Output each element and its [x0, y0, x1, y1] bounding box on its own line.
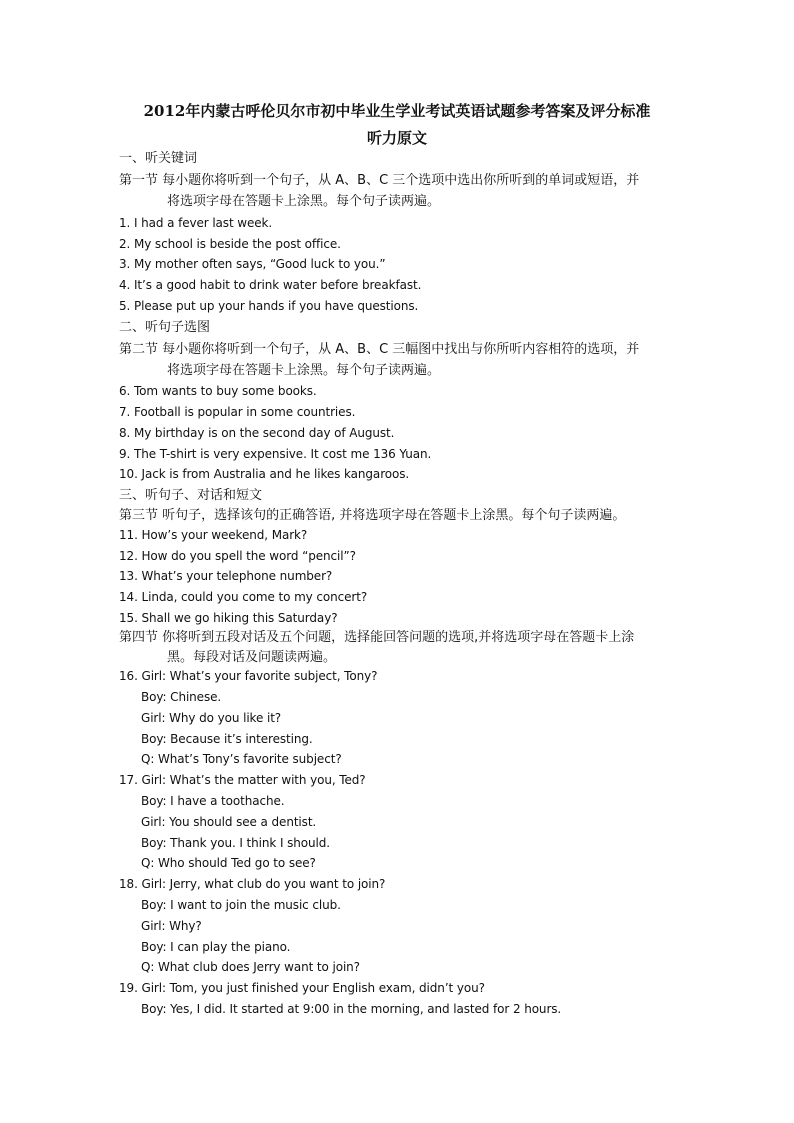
dialogue-line: 16. Girl: What’s your favorite subject, Tony? [119, 669, 378, 683]
question-item: 11. How’s your weekend, Mark? [119, 528, 308, 542]
question-item: 3. My mother often says, “Good luck to you.” [119, 257, 386, 271]
question-item: 15. Shall we go hiking this Saturday? [119, 611, 338, 625]
part2-intro-line2: 将选项字母在答题卡上涂黑。每个句子读两遍。 [167, 363, 441, 378]
dialogue-line: Girl: Why do you like it? [141, 711, 282, 725]
dialogue-line: Boy: I have a toothache. [141, 794, 285, 808]
question-item: 7. Football is popular in some countries. [119, 405, 356, 419]
dialogue-line: Boy: Yes, I did. It started at 9:00 in the morning, and lasted for 2 hours. [141, 1002, 562, 1016]
question-item: 10. Jack is from Australia and he likes kangaroos. [119, 467, 410, 481]
part1-intro-line1: 第一节 每小题你将听到一个句子，从 A、B、C 三个选项中选出你所听到的单词或短语，并 [119, 173, 640, 188]
dialogue-line: 17. Girl: What’s the matter with you, Ted? [119, 773, 366, 787]
question-item: 8. My birthday is on the second day of August. [119, 426, 395, 440]
part2-heading: 二、听句子选图 [119, 320, 211, 335]
dialogue-line: Boy: I want to join the music club. [141, 898, 341, 912]
question-item: 5. Please put up your hands if you have questions. [119, 299, 419, 313]
dialogue-line: Q: What’s Tony’s favorite subject? [141, 752, 342, 766]
document-subtitle: 听力原文 [366, 129, 427, 147]
question-item: 9. The T-shirt is very expensive. It cost me 136 Yuan. [119, 447, 432, 461]
dialogue-line: Q: Who should Ted go to see? [141, 856, 316, 870]
section4-intro-line1: 第四节 你将听到五段对话及五个问题，选择能回答问题的选项,并将选项字母在答题卡上涂 [119, 630, 635, 645]
part1-intro-line2: 将选项字母在答题卡上涂黑。每个句子读两遍。 [167, 194, 441, 209]
dialogue-line: Girl: You should see a dentist. [141, 815, 317, 829]
question-item: 4. It’s a good habit to drink water before breakfast. [119, 278, 422, 292]
question-item: 14. Linda, could you come to my concert? [119, 590, 368, 604]
part3-heading: 三、听句子、对话和短文 [119, 488, 263, 503]
dialogue-line: Boy: Because it’s interesting. [141, 732, 313, 746]
question-item: 6. Tom wants to buy some books. [119, 384, 317, 398]
question-item: 13. What’s your telephone number? [119, 569, 333, 583]
section3-intro: 第三节 听句子，选择该句的正确答语, 并将选项字母在答题卡上涂黑。每个句子读两遍。 [119, 508, 626, 523]
dialogue-line: 19. Girl: Tom, you just finished your English exam, didn’t you? [119, 981, 485, 995]
question-item: 12. How do you spell the word “pencil”? [119, 549, 356, 563]
section4-intro-line2: 黑。每段对话及问题读两遍。 [167, 650, 337, 665]
question-item: 2. My school is beside the post office. [119, 237, 341, 251]
dialogue-line: 18. Girl: Jerry, what club do you want to join? [119, 877, 386, 891]
dialogue-line: Boy: I can play the piano. [141, 940, 291, 954]
dialogue-line: Boy: Thank you. I think I should. [141, 836, 330, 850]
dialogue-line: Boy: Chinese. [141, 690, 222, 704]
dialogue-line: Girl: Why? [141, 919, 202, 933]
part2-intro-line1: 第二节 每小题你将听到一个句子，从 A、B、C 三幅图中找出与你所听内容相符的选项，并 [119, 342, 640, 357]
dialogue-line: Q: What club does Jerry want to join? [141, 960, 360, 974]
document-title: 2012年内蒙古呼伦贝尔市初中毕业生学业考试英语试题参考答案及评分标准 [143, 102, 651, 120]
part1-heading: 一、听关键词 [119, 151, 198, 166]
question-item: 1. I had a fever last week. [119, 216, 273, 230]
